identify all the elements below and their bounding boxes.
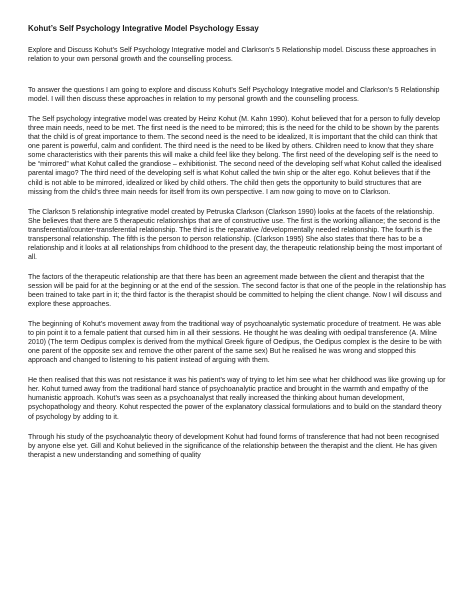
paragraph-kohut-transference: Through his study of the psychoanalytic theory of development Kohut had found forms of transference that had not been recognised by anyone else yet. Gill and Kohut believed in the significance of the relationship between the therapist and the client. He has given therapist a new understanding and something of quality [28, 433, 439, 459]
paragraph-kohut-beginning: The beginning of Kohut’s movement away from the traditional way of psychoanalytic systematic procedure of treatment. He was able to pin point it to a female patient that cursed him in all their sessions. He thought he was dealing with oedipal transference (A. Milne 2010) (The term Oedipus complex is derived from the mythical Greek figure of Oedipus, the Oedipus complex is the desire to be with one parent of the opposite sex and remove the other parent of the same sex) But he realised he was wrong and stopped this approach and changed to listening to his patient instead of arguing with them. [28, 321, 442, 365]
page-title: Kohut’s Self Psychology Integrative Model Psychology Essay [28, 24, 259, 33]
document-body [28, 24, 446, 471]
essay-question: Explore and Discuss Kohut’s Self Psychology Integrative model and Clarkson’s 5 Relationship model. Discuss these approaches in relation to your own personal growth and the counselling process. [28, 47, 436, 64]
paragraph-kohut-realisation: He then realised that this was not resistance it was his patient’s way of trying to let him see what her childhood was like growing up for her. Kohut turned away from the traditional hard stance of psychoanalytic practice and brought in the warmth and empathy of the humanistic approach. Kohut’s was seen as a psychoanalyst that really increased the thinking about human development, psychopathology and theory. Kohut respected the power of the explanatory classical formulations and to build on the standard theory of psychology by adding to it. [28, 377, 446, 421]
paragraph-therapeutic-factors: The factors of the therapeutic relationship are that there has been an agreement made between the client and therapist that the session will be paid for at the beginning or at the end of the session. The second factor is that one of the people in the relationship has been trained to take part in it; the third factor is the therapist should be committed to helping the client change. Now I will discuss and explore these approaches. [28, 273, 446, 309]
paragraph-introduction: To answer the questions I am going to explore and discuss Kohut’s Self Psychology Integrative model and Clarkson’s 5 Relationship model. I will then discuss these approaches in relation to my personal growth and the counselling process. [28, 87, 440, 104]
paragraph-kohut-model: The Self psychology integrative model was created by Heinz Kohut (M. Kahn 1990). Kohut believed that for a person to fully develop three main needs, need to be met. The first need is the need to be mirrored; this is the need for the child to be shown by the parents that the child is of great importance to them. The second need is the need to be idealized, It is important that the child can think that one parent is powerful, calm and confident. The third need is the need to be liked by others. Children need to know that they share some characteristics with their parents this will make a child feel like they belong. The first need of the developing self is the need to be “mirrored” what Kohut called the grandiose – exhibitionist. The second need of the developing self what Kohut called the idealised parental imago? The third need of the developing self is what Kohut called the twin ship or the alter ego. Kohut believes that if the child is not able to be mirrored, idealized or liked by child others. The child then gets the opportunity to build structures that are missing from the child’s three main needs for itself from its own perspective. I am now going to move on to Clarkson. [28, 116, 442, 196]
paragraph-clarkson-model: The Clarkson 5 relationship integrative model created by Petruska Clarkson (Clarkson 1990) looks at the facets of the relationship. She believes that there are 5 therapeutic relationships that are of constructive use. The first is the working alliance; the second is the transferential/counter-transferential relationship. The third is the reparative /developmentally needed relationship. The fourth is the transpersonal relationship. The fifth is the person to person relationship. (Clarkson 1995) She also states that there has to be a relationship and it looks at all relationships from childhood to the present day, the therapeutic relationship being the most important of all. [28, 208, 442, 261]
